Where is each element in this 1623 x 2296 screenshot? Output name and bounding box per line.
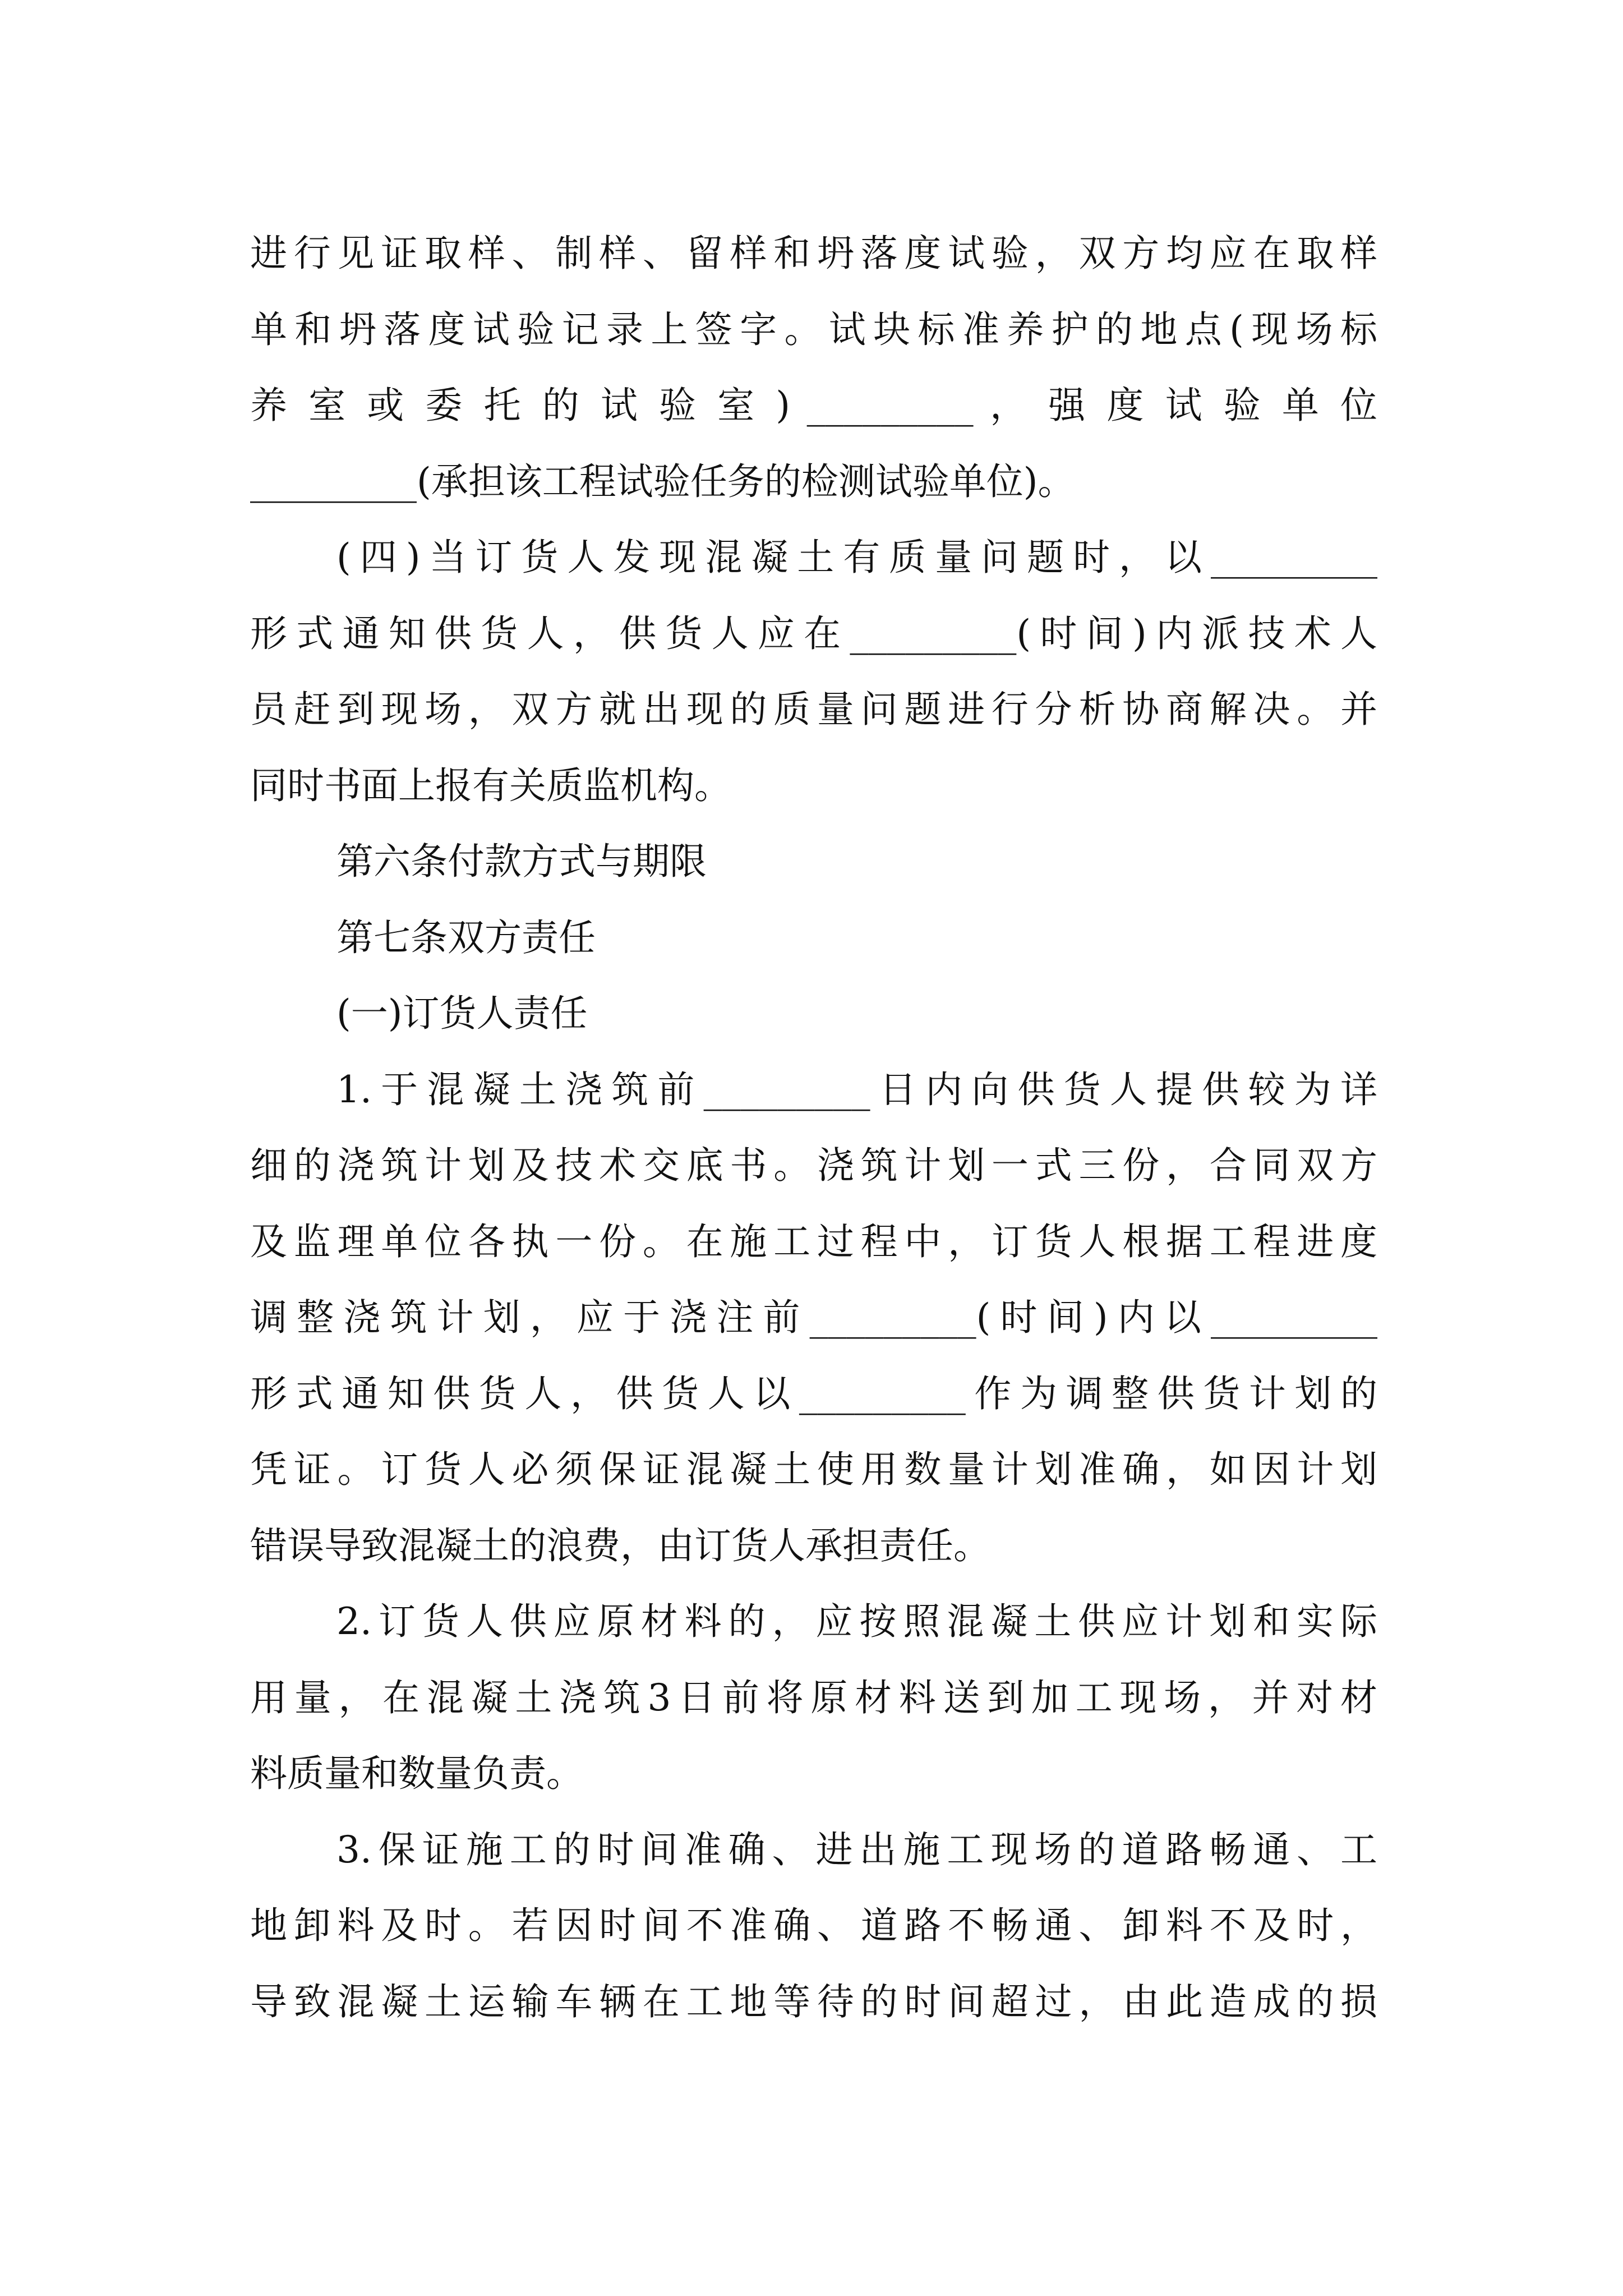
paragraph-start-line: 3.保证施工的时间准确、进出施工现场的道路畅通、工: [336, 1828, 1377, 1871]
text-line: 进行见证取样、制样、留样和坍落度试验，双方均应在取样: [250, 232, 1377, 275]
text-line: 员赶到现场，双方就出现的质量问题进行分析协商解决。并: [250, 688, 1377, 731]
text-line: 形式通知供货人，供货人应在_________(时间)内派技术人: [250, 611, 1377, 655]
text-line: 用量，在混凝土浇筑3日前将原材料送到加工现场，并对材: [250, 1676, 1377, 1719]
text-line: 同时书面上报有关质监机构。: [250, 763, 731, 807]
text-line: 单和坍落度试验记录上签字。试块标准养护的地点(现场标: [250, 307, 1377, 351]
document-body: [250, 215, 1377, 2040]
text-line: 导致混凝土运输车辆在工地等待的时间超过，由此造成的损: [250, 1980, 1377, 2023]
text-line: 调整浇筑计划，应于浇注前_________(时间)内以_________: [250, 1296, 1377, 1339]
text-line: 细的浇筑计划及技术交底书。浇筑计划一式三份，合同双方: [250, 1144, 1377, 1187]
paragraph-start-line: 2.订货人供应原材料的，应按照混凝土供应计划和实际: [336, 1600, 1377, 1643]
text-line: 形式通知供货人，供货人以_________作为调整供货计划的: [250, 1372, 1377, 1415]
section-heading: 第七条双方责任: [336, 915, 596, 959]
text-line: _________(承担该工程试验任务的检测试验单位)。: [250, 459, 1075, 503]
text-line: 养 室 或 委 托 的 试 验 室 ) _________ ， 强 度 试 验 单 位: [250, 384, 1377, 427]
paragraph-start-line: (四)当订货人发现混凝土有质量问题时，以_________: [336, 536, 1377, 579]
text-line: 及监理单位各执一份。在施工过程中，订货人根据工程进度: [250, 1220, 1377, 1263]
text-line: 料质量和数量负责。: [250, 1752, 583, 1795]
text-line: 地卸料及时。若因时间不准确、道路不畅通、卸料不及时，: [250, 1904, 1377, 1947]
text-line: 凭证。订货人必须保证混凝土使用数量计划准确，如因计划: [250, 1448, 1377, 1491]
subsection-heading: (一)订货人责任: [336, 992, 588, 1035]
section-heading: 第六条付款方式与期限: [336, 840, 707, 883]
paragraph-start-line: 1.于混凝土浇筑前_________日内向供货人提供较为详: [336, 1068, 1377, 1111]
text-line: 错误导致混凝土的浪费，由订货人承担责任。: [250, 1524, 990, 1567]
